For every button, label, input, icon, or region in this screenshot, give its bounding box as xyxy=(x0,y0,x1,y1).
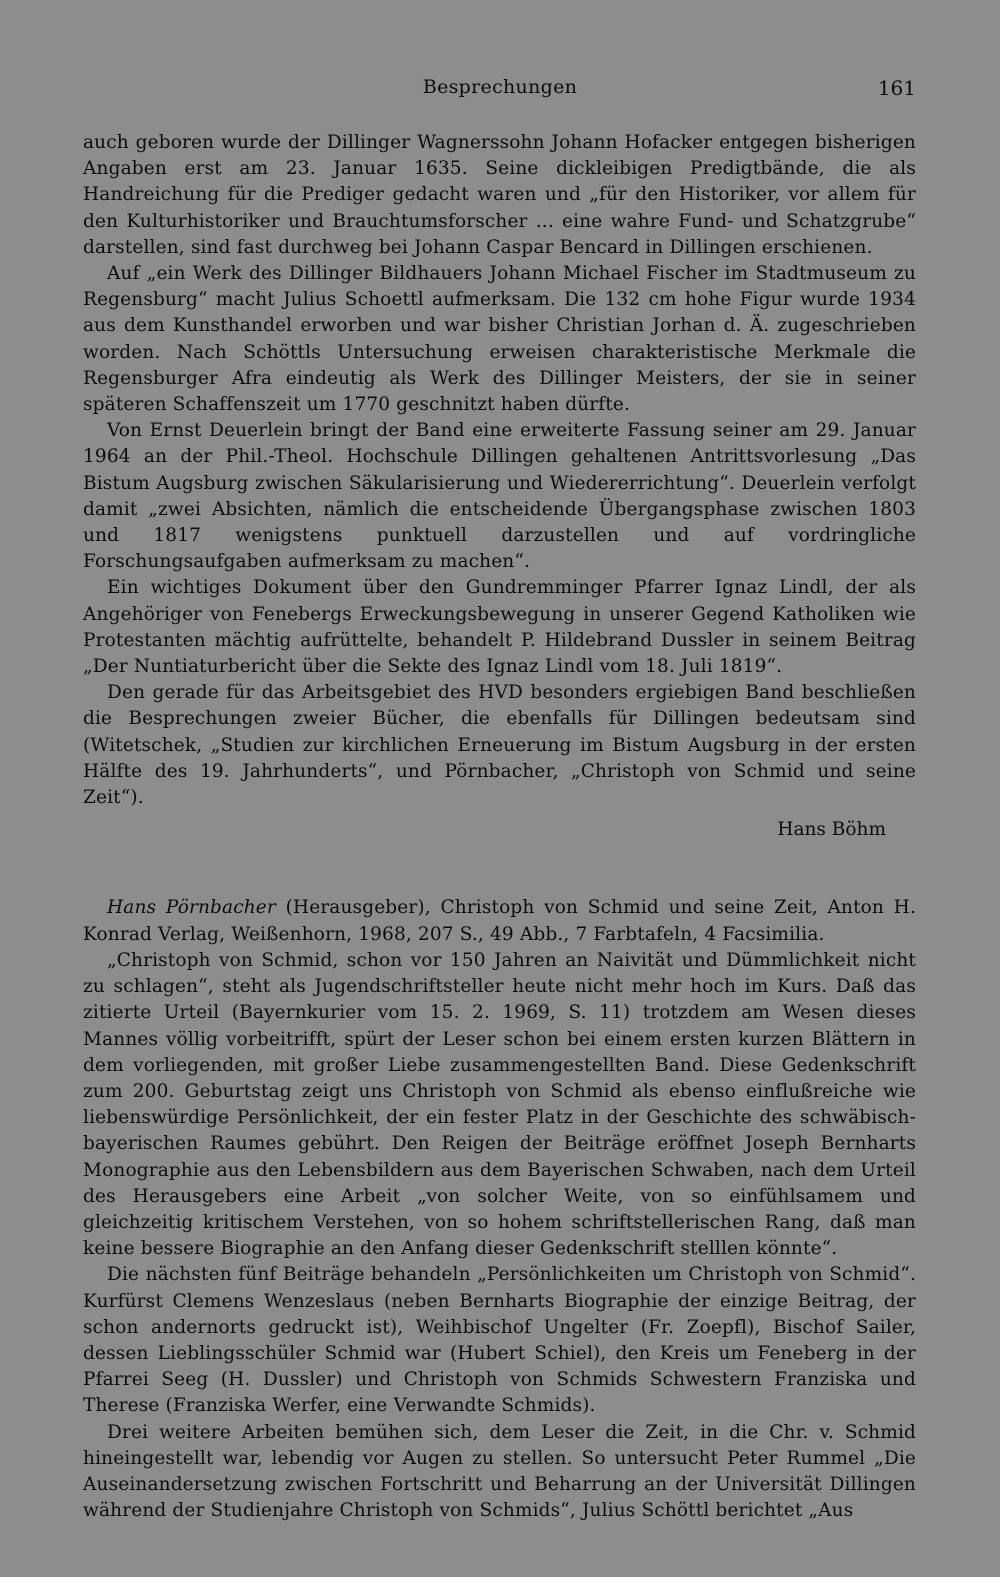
reviewed-author: Hans Pörnbacher xyxy=(107,897,276,919)
paragraph: Von Ernst Deuerlein bringt der Band eine erweiterte Fassung seiner am 29. Januar 1964 an der Phil.-Theol. Hochschule Dillingen gehaltenen Antrittsvorlesung „Das Bistum Augsburg zwischen Säkularisierung und Wiedererrichtung“. Deuerlein verfolgt damit „zwei Absichten, nämlich die entscheidende Übergangsphase zwischen 1803 und 1817 wenigstens punktuell darzustellen und auf vordringliche Forschungsaufgaben aufmerksam zu machen“. xyxy=(83,420,916,573)
paragraph: Die nächsten fünf Beiträge behandeln „Persönlichkeiten um Christoph von Schmid“. Kurfürst Clemens Wenzeslaus (neben Bernharts Biographie der einzige Beitrag, der schon andernorts gedruckt ist), Weihbischof Ungelter (Fr. Zoepfl), Bischof Sailer, dessen Lieblingsschüler Schmid war (Hubert Schiel), den Kreis um Feneberg in der Pfarrei Seeg (H. Dussler) und Christoph von Schmids Schwestern Franziska und Therese (Franziska Werfer, eine Verwandte Schmids). xyxy=(83,1264,916,1417)
body-text xyxy=(83,130,916,1524)
running-title: Besprechungen xyxy=(422,76,578,98)
citation-details: (Herausgeber), Christoph von Schmid und seine Zeit, Anton H. Konrad Verlag, Weißenhorn, 1968, 207 S., 49 Abb., 7 Farbtafeln, 4 Facsimilia. xyxy=(83,897,916,945)
paragraph: Den gerade für das Arbeitsgebiet des HVD besonders ergiebigen Band beschließen die Besprechungen zweier Bücher, die ebenfalls für Dillingen bedeutsam sind (Witetschek, „Studien zur kirchlichen Erneuerung im Bistum Augsburg in der ersten Hälfte des 19. Jahrhunderts“, und Pörnbacher, „Christoph von Schmid und seine Zeit“). xyxy=(83,682,916,809)
paragraph: auch geboren wurde der Dillinger Wagnerssohn Johann Hofacker entgegen bisherigen Angaben erst am 23. Januar 1635. Seine dickleibigen Predigtbände, die als Handreichung für die Prediger gedacht waren und „für den Historiker, vor allem für den Kulturhistoriker und Brauchtumsforscher ... eine wahre Fund- und Schatzgrube“ darstellen, sind fast durchweg bei Johann Caspar Bencard in Dillingen erschienen. xyxy=(83,132,916,258)
reviewer-signature: Hans Böhm xyxy=(777,819,886,841)
paragraph: Drei weitere Arbeiten bemühen sich, dem Leser die Zeit, in die Chr. v. Schmid hineingestellt war, lebendig vor Augen zu stellen. So untersucht Peter Rummel „Die Auseinandersetzung zwischen Fortschritt und Beharrung an der Universität Dillingen während der Studienjahre Christoph von Schmids“, Julius Schöttl berichtet „Aus xyxy=(83,1421,916,1522)
paragraph: Auf „ein Werk des Dillinger Bildhauers Johann Michael Fischer im Stadtmuseum zu Regensburg“ macht Julius Schoettl aufmerksam. Die 132 cm hohe Figur wurde 1934 aus dem Kunsthandel erworben und war bisher Christian Jorhan d. Ä. zugeschrieben worden. Nach Schöttls Untersuchung erweisen charakteristische Merkmale die Regensburger Afra eindeutig als Werk des Dillinger Meisters, der sie in seiner späteren Schaffenszeit um 1770 geschnitzt haben dürfte. xyxy=(83,263,916,416)
paragraph: „Christoph von Schmid, schon vor 150 Jahren an Naivität und Dümmlichkeit nicht zu schlagen“, steht als Jugendschriftsteller heute nicht mehr hoch im Kurs. Daß das zitierte Urteil (Bayernkurier vom 15. 2. 1969, S. 11) trotzdem am Wesen dieses Mannes völlig vorbeitrifft, spürt der Leser schon bei einem ersten kurzen Blättern in dem vorliegenden, mit großer Liebe zusammengestellten Band. Diese Gedenkschrift zum 200. Geburtstag zeigt uns Christoph von Schmid als ebenso einflußreiche wie liebenswürdige Persönlichkeit, der ein fester Platz in der Geschichte des schwäbisch-bayerischen Raumes gebührt. Den Reigen der Beiträge eröffnet Joseph Bernharts Monographie aus den Lebensbildern aus dem Bayerischen Schwaben, nach dem Urteil des Herausgebers eine Arbeit „von solcher Weite, von so einfühlsamem und gleichzeitig kritischem Verstehen, von so hohem schriftstellerischen Rang, daß man keine bessere Biographie an den Anfang dieser Gedenkschrift stelllen könnte“. xyxy=(83,949,916,1260)
running-header xyxy=(0,76,1000,104)
page-number: 161 xyxy=(877,76,916,100)
paragraph: Ein wichtiges Dokument über den Gundremminger Pfarrer Ignaz Lindl, der als Angehöriger von Fenebergs Erweckungsbewegung in unserer Gegend Katholiken wie Protestanten mächtig aufrüttelte, behandelt P. Hildebrand Dussler in seinem Beitrag „Der Nuntiaturbericht über die Sekte des Ignaz Lindl vom 18. Juli 1819“. xyxy=(83,577,916,678)
review-citation xyxy=(83,895,916,947)
